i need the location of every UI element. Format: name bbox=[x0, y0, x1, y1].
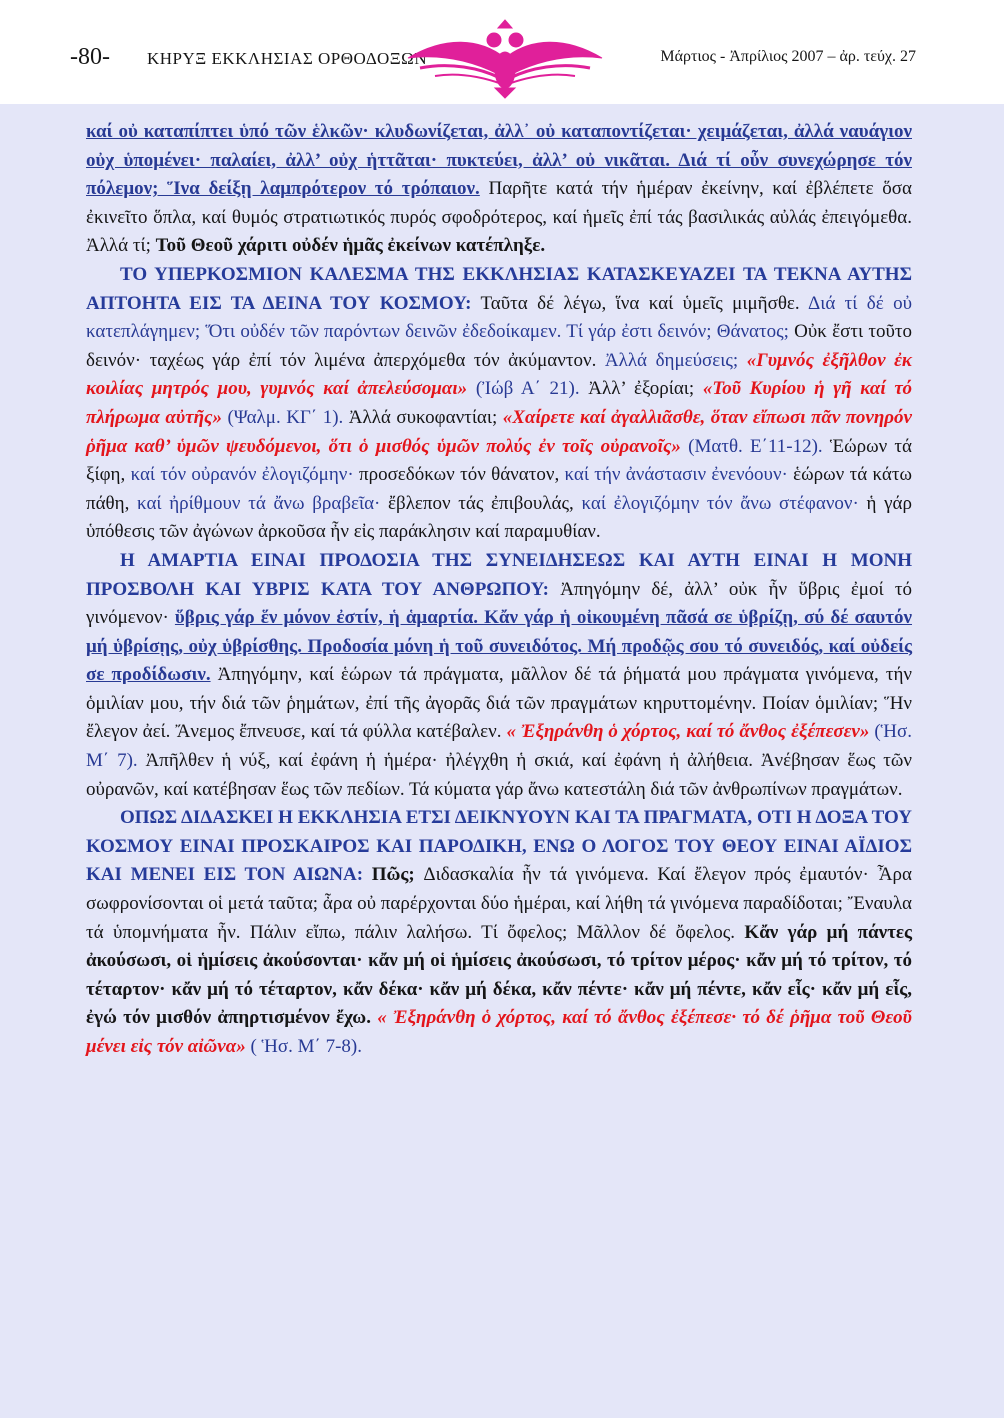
emphasized-text: ὕβρις γάρ ἕν μόνον ἐστίν, ἡ ἁμαρτία. Κἄν γάρ ἡ οἰκουμένη πᾶσά σε ὑβρίζῃ, σύ δέ σαυτόν μή ὑβρίσῃς, οὐχ ὑβρίσθης. Προδοσία μόνη ἡ τοῦ συνειδότος. Μή προδῷς σου τό συνειδός, καί οὐδείς σε προδίδωσιν. bbox=[86, 607, 912, 686]
body-text: προσεδόκων τόν θάνατον, bbox=[353, 464, 565, 486]
section-heading: Η ΑΜΑΡΤΙΑ ΕΙΝΑΙ ΠΡΟΔΟΣΙΑ ΤΗΣ ΣΥΝΕΙΔΗΣΕΩΣ ΚΑΙ ΑΥΤΗ ΕΙΝΑΙ Η ΜΟΝΗ ΠΡΟΣΒΟΛΗ ΚΑΙ ΥΒΡΙΣ ΚΑΤΑ ΤΟΥ ΑΝΘΡΩΠΟΥ: bbox=[86, 549, 912, 600]
scripture-quote: «Χαίρετε καί ἀγαλλιᾶσθε, ὅταν εἴπωσι πᾶν πονηρόν ῥῆμα καθ’ ὑμῶν ψευδόμενοι, ὅτι ὁ μισθός ὑμῶν πολύς ἐν τοῖς οὐρανοῖς» bbox=[86, 406, 912, 457]
article-body bbox=[86, 118, 912, 1062]
emphasized-text: Πῶς; bbox=[363, 864, 424, 886]
scripture-quote: «Τοῦ Κυρίου ἡ γῆ καί τό πλήρωμα αὐτῆς» bbox=[86, 378, 913, 428]
body-text: ἑώρων τά κάτω πάθη, bbox=[86, 464, 912, 514]
body-text-blue: καί ἠρίθμουν τά ἄνω βραβεῖα· bbox=[137, 492, 381, 514]
emphasized-text: Κἄν γάρ μή πάντες ἀκούσωσι, οἱ ἡμίσεις ἀκούσονται· κἄν μή οἱ ἡμίσεις ἀκούσωσι, τό τρίτον μέρος· κἄν μή τό τρίτον, τό τέταρτον· κἄν μή τό τέταρτον, κἄν δέκα· κἄν μή δέκα, κἄν πέντε· κἄν μή πέντε, κἄν εἷς· κἄν μή εἷς, ἐγώ τόν μισθόν ἀπηρτισμένον ἔχω. bbox=[86, 921, 912, 1029]
scripture-quote: « Ἐξηράνθη ὁ χόρτος, καί τό ἄνθος ἐξέπεσε· τό δέ ῥῆμα τοῦ Θεοῦ μένει εἰς τόν αἰῶνα» bbox=[86, 1007, 912, 1057]
body-text: Ταῦτα δέ λέγω, ἵνα καί ὑμεῖς μιμῆσθε. bbox=[471, 292, 808, 314]
body-text: Ἀλλ’ ἐξορίαι; bbox=[588, 378, 703, 400]
body-text: Ἀπηγόμην δέ, ἀλλ’ οὐκ ἦν ὕβρις ἐμοί τό γινόμενον· bbox=[86, 578, 912, 629]
issue-info: Μάρτιος - Ἀπρίλιος 2007 – ἀρ. τεύχ. 27 bbox=[660, 48, 916, 65]
page-header bbox=[0, 0, 1004, 104]
scripture-quote: «Γυμνός ἐξῆλθον ἐκ κοιλίας μητρός μου, γυμνός καί ἀπελεύσομαι» bbox=[86, 349, 912, 400]
body-text-blue: καί τήν ἀνάστασιν ἐνενόουν· bbox=[564, 464, 788, 486]
body-text-blue: καί ἐλογιζόμην τόν ἄνω στέφανον· bbox=[581, 492, 859, 514]
section-heading: ΟΠΩΣ ΔΙΔΑΣΚΕΙ Η ΕΚΚΛΗΣΙΑ ΕΤΣΙ ΔΕΙΚΝΥΟΥΝ ΚΑΙ ΤΑ ΠΡΑΓΜΑΤΑ, ΟΤΙ Η ΔΟΞΑ ΤΟΥ ΚΟΣΜΟΥ ΕΙΝΑΙ ΠΡΟΣΚΑΙΡΟΣ ΚΑΙ ΠΑΡΟΔΙΚΗ, ΕΝΩ Ο ΛΟΓΟΣ ΤΟΥ ΘΕΟΥ ΕΙΝΑΙ ΑΪΔΙΟΣ ΚΑΙ ΜΕΝΕΙ ΕΙΣ ΤΟΝ ΑΙΩΝΑ: bbox=[86, 807, 912, 886]
body-text-blue: Διά τί δέ οὐ κατεπλάγημεν; Ὅτι οὐδέν τῶν παρόντων δεινῶν ἐδεδοίκαμεν. Τί γάρ ἐστι δεινόν; Θάνατος; bbox=[86, 292, 912, 343]
journal-title: ΚΗΡΥΞ ΕΚΚΛΗΣΙΑΣ ΟΡΘΟΔΟΞΩΝ bbox=[147, 49, 428, 68]
paragraph-4 bbox=[86, 804, 912, 1061]
emphasized-text: Τοῦ Θεοῦ χάριτι οὐδέν ἡμᾶς ἐκείνων κατέπληξε. bbox=[155, 235, 546, 257]
body-text: Ἀλλά συκοφαντίαι; bbox=[348, 406, 503, 428]
paragraph-3 bbox=[86, 547, 912, 804]
body-text: ἔβλεπον τάς ἐπιβουλάς, bbox=[380, 492, 582, 514]
page-number: -80- bbox=[70, 44, 110, 70]
section-heading: ΤΟ ΥΠΕΡΚΟΣΜΙΟΝ ΚΑΛΕΣΜΑ ΤΗΣ ΕΚΚΛΗΣΙΑΣ ΚΑΤΑΣΚΕΥΑΖΕΙ ΤΑ ΤΕΚΝΑ ΑΥΤΗΣ ΑΠΤΟΗΤΑ ΕΙΣ ΤΑ ΔΕΙΝΑ ΤΟΥ ΚΟΣΜΟΥ: bbox=[86, 263, 912, 314]
body-text: Διδασκαλία ἦν τά γινόμενα. Καί ἔλεγον πρός ἐμαυτόν· Ἆρα σωφρονίσονται οἱ μετά ταῦτα; ἆρα οὐ παρέρχονται δύο ἡμέραι, καί λήθη τά γινόμενα παραδίδοται; Ἔναυλα τά ὑπομνήματα ἦν. Πάλιν εἴπω, πάλιν λαλήσω. Τί ὄφελος; Μᾶλλον δέ ὄφελος. bbox=[86, 864, 912, 943]
scripture-quote: « Ἐξηράνθη ὁ χόρτος, καί τό ἄνθος ἐξέπεσεν» bbox=[506, 721, 870, 743]
emphasized-text: καί οὐ καταπίπτει ὑπό τῶν ἑλκῶν· κλυδωνίζεται, ἀλλ᾽ οὐ καταποντίζεται· χειμάζεται, ἀλλά ναυάγιον οὐχ ὑπομένει· παλαίει, ἀλλ’ οὐχ ἡττᾶται· πυκτεύει, ἀλλ’ οὐ νικᾶται. Διά τί οὖν συνεχώρησε τόν πόλεμον; Ἵνα δείξῃ λαμπρότερον τό τρόπαιον. bbox=[86, 121, 912, 200]
scripture-reference: ( Ἡσ. Μ΄ 7-8). bbox=[245, 1036, 363, 1057]
scripture-reference: (Ἡσ. Μ΄ 7). bbox=[86, 721, 912, 772]
body-text-blue: καί τόν οὐρανόν ἐλογιζόμην· bbox=[130, 464, 354, 486]
body-text: Ἑώρων τά ξίφη, bbox=[86, 435, 913, 486]
scripture-reference: (Ψαλμ. ΚΓ΄ 1). bbox=[221, 406, 349, 428]
body-text: Οὐκ ἔστι τοῦτο δεινόν· ταχέως γάρ ἐπί τόν λιμένα ἀπερχόμεθα τόν ἀκύμαντον. bbox=[86, 321, 912, 371]
body-text: Ἀπηγόμην, καί ἑώρων τά πράγματα, μᾶλλον δέ τά ῥήματά μου πράγματα γινόμενα, τήν ὁμιλίαν μου, τήν διά τῶν ῥημάτων, ἐπί τῆς ἀγορᾶς διά τῶν πραγμάτων κηρυττομένην. Ποίαν ὁμιλίαν; Ἥν ἔλεγον ἀεί. Ἄνεμος ἔπνευσε, καί τά φύλλα κατέβαλεν. bbox=[86, 664, 912, 743]
body-text: Παρῆτε κατά τήν ἡμέραν ἐκείνην, καί ἐβλέπετε ὅσα ἐκινεῖτο ὅπλα, καί θυμός στρατιωτικός πυρός σφοδρότερος, καί ἡμεῖς ἐπί τάς βασιλικάς αὐλάς ἐπειγόμεθα. Ἀλλά τί; bbox=[86, 178, 912, 257]
double-headed-eagle-icon bbox=[400, 18, 610, 100]
body-text-blue: Ἀλλά δημεύσεις; bbox=[604, 349, 747, 371]
paragraph-2 bbox=[86, 261, 912, 547]
paragraph-1 bbox=[86, 118, 912, 261]
body-text: Ἀπῆλθεν ἡ νύξ, καί ἐφάνη ἡ ἡμέρα· ἠλέγχθη ἡ σκιά, καί ἐφάνη ἡ ἀλήθεια. Ἀνέβησαν ἕως τῶν οὐρανῶν, καί κατέβησαν ἕως τῶν πεδίων. Τά κύματα γάρ ἄνω κατεστάλη διά τῶν ἀνθρωπίνων πραγμάτων. bbox=[86, 750, 912, 800]
scripture-reference: (Ματθ. Ε΄11-12). bbox=[680, 435, 830, 457]
body-text: ἡ γάρ ὑπόθεσις τῶν ἀγώνων ἀρκοῦσα ἦν εἰς παράκλησιν καί παραμυθίαν. bbox=[86, 492, 912, 543]
scripture-reference: (Ἰώβ Α΄ 21). bbox=[467, 378, 589, 400]
